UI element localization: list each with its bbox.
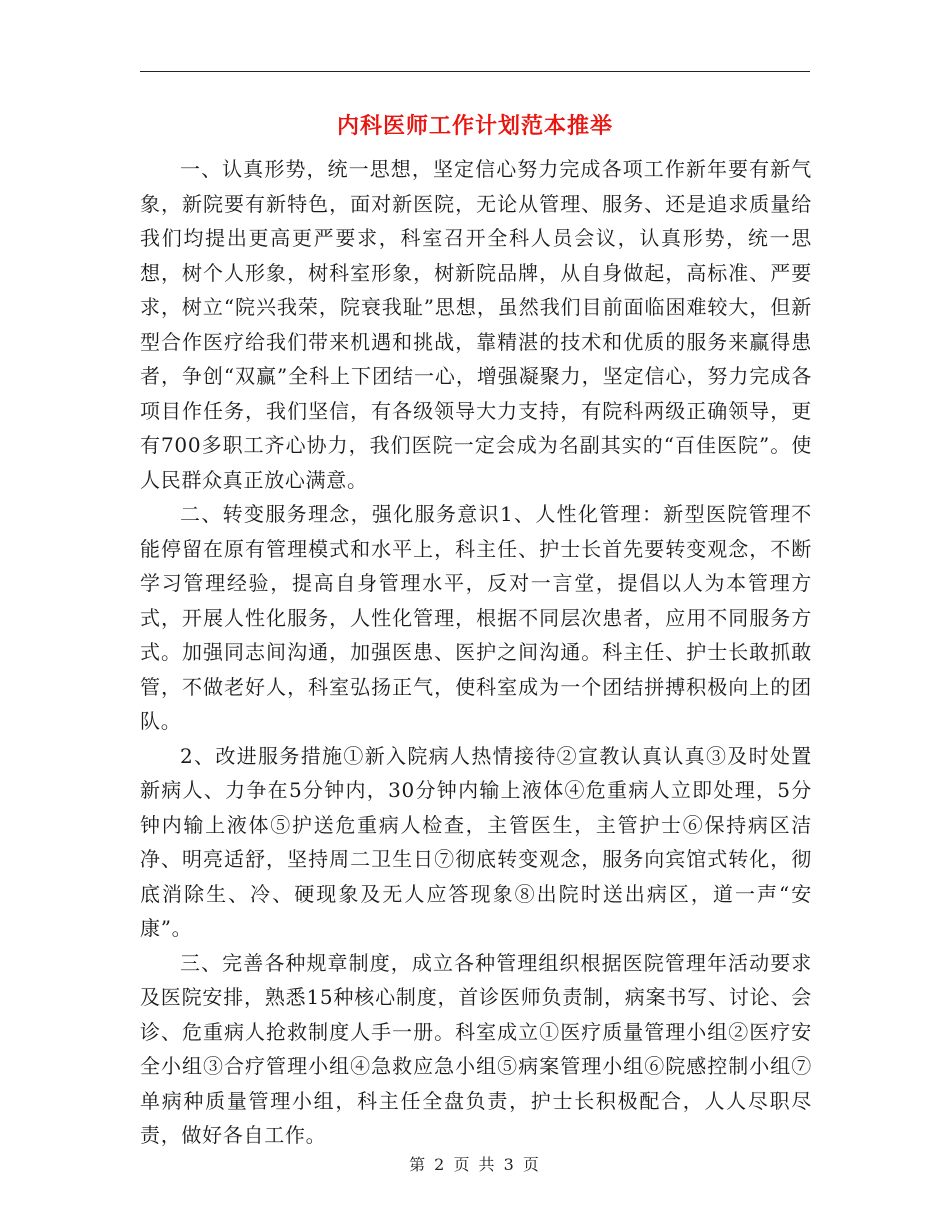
page-number: 第 2 页 共 3 页 [409, 1155, 541, 1174]
paragraph-1: 一、认真形势，统一思想，坚定信心努力完成各项工作新年要有新气象，新院要有新特色，面对新医院，无论从管理、服务、还是追求质量给我们均提出更高更严要求，科室召开全科人员会议，认真形势，统一思想，树个人形象，树科室形象，树新院品牌，从自身做起，高标准、严要求，树立“院兴我荣，院衰我耻”思想，虽然我们目前面临困难较大，但新型合作医疗给我们带来机遇和挑战，靠精湛的技术和优质的服务来赢得患者，争创“双赢”全科上下团结一心，增强凝聚力，坚定信心，努力完成各项目作任务，我们坚信，有各级领导大力支持，有院科两级正确领导，更有700多职工齐心协力，我们医院一定会成为名副其实的“百佳医院”。使人民群众真正放心满意。 [140, 157, 812, 492]
paragraph-3: 2、改进服务措施①新入院病人热情接待②宣教认真认真③及时处置新病人、力争在5分钟内，30分钟内输上液体④危重病人立即处理，5分钟内输上液体⑤护送危重病人检查，主管医生，主管护士⑥保持病区洁净、明亮适舒，坚持周二卫生日⑦彻底转变观念，服务向宾馆式转化，彻底消除生、冷、硬现象及无人应答现象⑧出院时送出病区，道一声“安康”。 [140, 743, 812, 940]
paragraph-4: 三、完善各种规章制度，成立各种管理组织根据医院管理年活动要求及医院安排，熟悉15种核心制度，首诊医师负责制，病案书写、讨论、会诊、危重病人抢救制度人手一册。科室成立①医疗质量管理小组②医疗安全小组③合疗管理小组④急救应急小组⑤病案管理小组⑥院感控制小组⑦单病种质量管理小组，科主任全盘负责，护士长积极配合，人人尽职尽责，做好各自工作。 [140, 950, 812, 1147]
document-body [140, 152, 812, 1153]
header-rule [140, 71, 810, 72]
document-title: 内科医师工作计划范本推举 [336, 113, 613, 139]
paragraph-2: 二、转变服务理念，强化服务意识1、人性化管理：新型医院管理不能停留在原有管理模式和水平上，科主任、护士长首先要转变观念，不断学习管理经验，提高自身管理水平，反对一言堂，提倡以人为本管理方式，开展人性化服务，人性化管理，根据不同层次患者，应用不同服务方式。加强同志间沟通，加强医患、医护之间沟通。科主任、护士长敢抓敢管，不做老好人，科室弘扬正气，使科室成为一个团结拼搏积极向上的团队。 [140, 502, 812, 733]
